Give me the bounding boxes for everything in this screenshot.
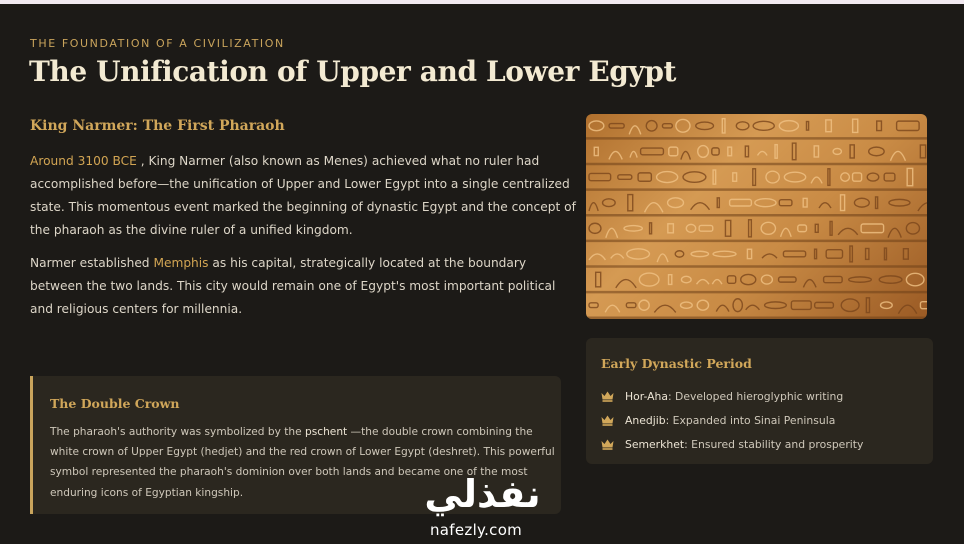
- section-heading: King Narmer: The First Pharaoh: [30, 118, 285, 134]
- watermark-arabic: نفذلي: [424, 472, 541, 516]
- pharaoh-desc: : Ensured stability and prosperity: [684, 437, 864, 451]
- memphis-highlight: Memphis: [153, 256, 209, 270]
- hieroglyphs-image: [586, 114, 927, 319]
- early-dynastic-title: Early Dynastic Period: [601, 356, 752, 371]
- pharaoh-list: [601, 384, 863, 456]
- crown-icon: [601, 415, 614, 426]
- crown-icon: [601, 391, 614, 402]
- top-strip: [0, 0, 964, 4]
- pschent-term: pschent: [305, 426, 348, 438]
- list-item: [601, 432, 863, 456]
- early-dynastic-card: [586, 338, 933, 464]
- pharaoh-name: Semerkhet: [625, 437, 685, 451]
- list-item: [601, 384, 863, 408]
- intro-paragraph: [30, 150, 576, 242]
- pharaoh-name: Anedjib: [625, 413, 666, 427]
- crown-text-after: —the double crown combining the white crown of Upper Egypt (hedjet) and the red crown of Lower Egypt (deshret). This powerful symbol represented the pharaoh's dominion over both lands and became one of the most enduring icons of Egyptian kingship.: [50, 426, 555, 499]
- date-highlight: Around 3100 BCE: [30, 154, 137, 168]
- intro-text: , King Narmer (also known as Menes) achieved what no ruler had accomplished before—the unification of Upper and Lower Egypt into a single centralized state. This momentous event marked the beginning of dynastic Egypt and the concept of the pharaoh as the divine ruler of a unified kingdom.: [30, 154, 576, 237]
- watermark: [420, 470, 550, 544]
- double-crown-title: The Double Crown: [50, 396, 180, 411]
- list-item: [601, 408, 863, 432]
- pharaoh-desc: : Developed hieroglyphic writing: [667, 389, 844, 403]
- crown-text-before: The pharaoh's authority was symbolized by the: [50, 426, 306, 438]
- pharaoh-desc: : Expanded into Sinai Peninsula: [665, 413, 836, 427]
- eyebrow: THE FOUNDATION OF A CIVILIZATION: [30, 37, 285, 50]
- capital-paragraph: [30, 252, 576, 321]
- page-title: The Unification of Upper and Lower Egypt: [29, 55, 677, 88]
- watermark-latin: nafezly.com: [430, 521, 523, 539]
- crown-icon: [601, 439, 614, 450]
- pharaoh-name: Hor-Aha: [625, 389, 668, 403]
- capital-text-before: Narmer established: [30, 256, 154, 270]
- capital-text-after: as his capital, strategically located at the boundary between the two lands. This city would remain one of Egypt's most important political and religious centers for millennia.: [30, 256, 556, 316]
